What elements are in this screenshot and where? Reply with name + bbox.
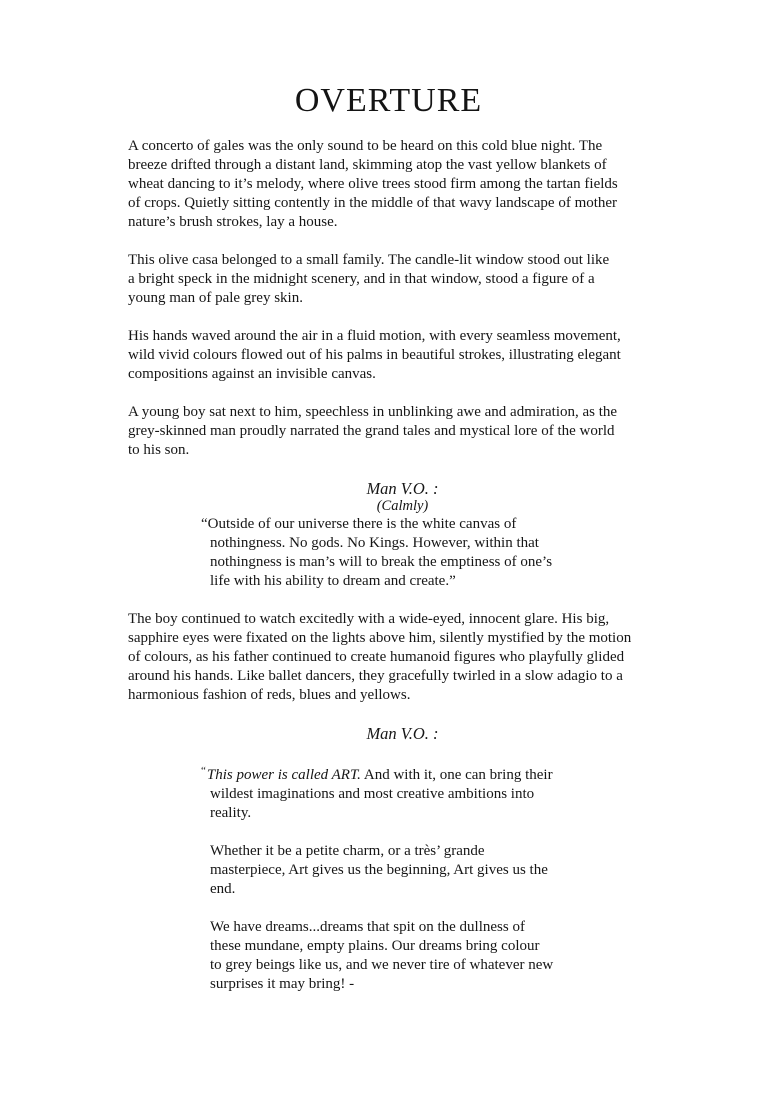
dialogue-parenthetical: (Calmly) — [376, 498, 429, 514]
quote-line: end. — [210, 881, 236, 897]
quote-line: to grey beings like us, and we never tire of whatever new — [210, 957, 554, 973]
quote-line: We have dreams...dreams that spit on the dullness of — [210, 919, 525, 935]
paragraph-line: of colours, as his father continued to create humanoid figures who playfully glided — [128, 649, 625, 665]
paragraph-line: nature’s brush strokes, lay a house. — [128, 214, 338, 230]
dialogue-block-2 — [128, 724, 677, 994]
quote-stanza-3 — [210, 918, 677, 994]
paragraph-line: harmonious fashion of reds, blues and yellows. — [128, 687, 411, 703]
story-paragraph-5 — [128, 610, 677, 705]
quote-line: masterpiece, Art gives us the beginning, Art gives us the — [210, 862, 548, 878]
paragraph-line: wild vivid colours flowed out of his palms in beautiful strokes, illustrating elegant — [128, 347, 621, 363]
quote-line: reality. — [210, 805, 252, 821]
story-paragraph-1 — [128, 137, 677, 232]
paragraph-line: compositions against an invisible canvas. — [128, 366, 376, 382]
quote-line: “Outside of our universe there is the white canvas of — [201, 516, 517, 532]
paragraph-line: of crops. Quietly sitting contently in the middle of that wavy landscape of mother — [128, 195, 618, 211]
paragraph-line: His hands waved around the air in a fluid motion, with every seamless movement, — [128, 328, 621, 344]
paragraph-line: The boy continued to watch excitedly with a wide-eyed, innocent glare. His big, — [128, 611, 610, 627]
paragraph-line: This olive casa belonged to a small family. The candle-lit window stood out like — [128, 252, 610, 268]
paragraph-line: wheat dancing to it’s melody, where olive trees stood firm among the tartan fields — [128, 176, 618, 192]
quote-line: life with his ability to dream and create.” — [210, 573, 456, 589]
quote-line: Whether it be a petite charm, or a très’ grande — [210, 843, 485, 859]
quote-line: surprises it may bring! - — [210, 976, 355, 992]
dialogue-speaker: Man V.O. : — [366, 479, 439, 498]
quote-line: nothingness. No gods. No Kings. However, within that — [210, 535, 539, 551]
open-quote-mark: “ — [201, 765, 207, 777]
quote-stanza-1 — [201, 762, 677, 823]
quote-line — [201, 762, 677, 785]
page-title: OVERTURE — [294, 82, 483, 119]
paragraph-line: young man of pale grey skin. — [128, 290, 303, 306]
quote-text: And with it, one can bring their — [360, 767, 553, 783]
paragraph-line: around his hands. Like ballet dancers, they gracefully twirled in a slow adagio to a — [128, 668, 623, 684]
dialogue-quote — [128, 515, 677, 591]
story-paragraph-3 — [128, 327, 677, 384]
paragraph-line: breeze drifted through a distant land, skimming atop the vast yellow blankets of — [128, 157, 607, 173]
story-paragraph-4 — [128, 403, 677, 460]
italic-phrase: This power is called ART. — [206, 767, 361, 783]
paragraph-line: sapphire eyes were fixated on the lights above him, silently mystified by the motion — [128, 630, 632, 646]
paragraph-line: A concerto of gales was the only sound to be heard on this cold blue night. The — [128, 138, 603, 154]
quote-stanza-2 — [210, 842, 677, 899]
paragraph-line: a bright speck in the midnight scenery, and in that window, stood a figure of a — [128, 271, 595, 287]
paragraph-line: to his son. — [128, 442, 190, 458]
quote-line: these mundane, empty plains. Our dreams bring colour — [210, 938, 540, 954]
quote-line: nothingness is man’s will to break the emptiness of one’s — [210, 554, 553, 570]
story-paragraph-2 — [128, 251, 677, 308]
quote-line: wildest imaginations and most creative ambitions into — [210, 786, 535, 802]
story-content — [128, 137, 677, 994]
dialogue-quote — [128, 762, 677, 994]
dialogue-block-1 — [128, 479, 677, 591]
paragraph-line: grey-skinned man proudly narrated the grand tales and mystical lore of the world — [128, 423, 615, 439]
paragraph-line: A young boy sat next to him, speechless in unblinking awe and admiration, as the — [128, 404, 618, 420]
dialogue-speaker: Man V.O. : — [366, 724, 439, 743]
